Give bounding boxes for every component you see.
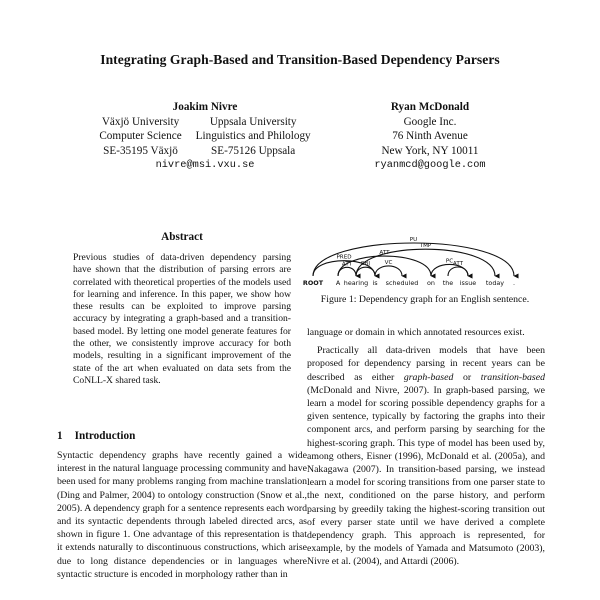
paragraph: Syntactic dependency graphs have recently gained a wide interest in the natural language processing community and have been used for many problems ranging from machine translation (Ding and Palmer, 2004) to ontology construction (Snow et al., 2005). A dependency graph for a sentence represents each word and its syntactic dependents through labeled directed arcs, as shown in figure 1. One advantage of this representation is that it extends naturally to discontinuous constructions, which arise due to long distance dependencies or in languages where syntactic structure is encoded in morphology rather than in [57, 450, 307, 580]
arc-label: VC [384, 259, 393, 266]
sentence-word: issue [459, 279, 477, 287]
arc-label: SBJ [360, 261, 371, 268]
affiliation-uppsala [189, 115, 318, 159]
right-column-body [307, 326, 545, 569]
dependency-graph [302, 224, 550, 290]
affiliation-line: 76 Ninth Avenue [392, 130, 468, 143]
sentence-word: A [335, 279, 341, 287]
abstract-heading: Abstract [161, 231, 203, 243]
dependency-arc [356, 249, 495, 276]
affiliation-vaxjo [92, 115, 188, 159]
section-heading [57, 430, 135, 442]
dependency-graph-figure [302, 224, 550, 290]
affiliation-line: SE-75126 Uppsala [211, 144, 296, 157]
arc-label: ATT [379, 250, 390, 257]
abstract-text: Previous studies of data-driven dependency parsing have shown that the distribution of parsing errors are correlated with theoretical properties of the models used for learning and inference. In this paper, we show how these results can be exploited to improve parsing accuracy by integrating a graph-based and a transition-based model. By letting one model generate features for the other, we consistently improve accuracy for both models, resulting in a significant improvement of the state of the art when evaluated on data sets from the CoNLL-X shared task. [73, 252, 291, 386]
dependency-arc [448, 267, 468, 276]
author-email: ryanmcd@google.com [374, 159, 486, 172]
dependency-arc [375, 266, 402, 276]
figure-caption: Figure 1: Dependency graph for an English sentence. [320, 294, 530, 305]
left-column-body [57, 449, 307, 581]
author-email: nivre@msi.vxu.se [155, 159, 255, 172]
arc-label: TMP [419, 243, 432, 250]
sentence-word: ROOT [302, 279, 324, 287]
emphasis-transition-based: transition-based [480, 371, 545, 383]
text-run: or [453, 371, 481, 383]
author-affiliations [80, 115, 330, 159]
affiliation-line: Uppsala University [209, 115, 297, 128]
sentence-word: is [372, 279, 378, 287]
affiliation-line: Linguistics and Philology [195, 130, 311, 143]
author-name: Joakim Nivre [172, 101, 238, 113]
paragraph: language or domain in which annotated resources exist. [307, 327, 525, 338]
affiliation-line: Computer Science [99, 130, 182, 143]
section-title: Introduction [74, 430, 136, 442]
section-number: 1 [57, 430, 63, 442]
author-name: Ryan McDonald [390, 101, 470, 113]
emphasis-graph-based: graph-based [403, 371, 454, 383]
sentence-word: today [485, 279, 505, 287]
affiliation-line: SE-35195 Växjö [103, 144, 178, 157]
author-block-nivre [80, 100, 330, 173]
sentence-word: on [427, 279, 435, 287]
sentence-word: hearing [343, 279, 369, 287]
sentence-word: . [512, 279, 516, 287]
arc-label: PU [409, 237, 418, 243]
author-block-mcdonald [340, 100, 520, 173]
arc-label: PC [445, 258, 454, 265]
text-run: Practically all data-driven models that have been proposed for dependency parsing in recent years can be described as either [307, 345, 545, 383]
sentence-word: scheduled [385, 279, 419, 287]
arc-label: PRED [336, 254, 352, 261]
sentence-word: the [442, 279, 454, 287]
arc-label: ATT [452, 261, 464, 267]
affiliation-line: Google Inc. [403, 115, 457, 128]
affiliation-line: Växjö University [101, 115, 180, 128]
text-run: (McDonald and Nivre, 2007). In graph-based parsing, we learn a model for scoring possible dependency graphs for a given sentence, typically by factoring the graphs into their component arcs, and perform parsing by searching for the highest-scoring graph. This type of model has been used by, among others, Eisner (1996), McDonald et al. (2005a), and Nakagawa (2007). In transition-based parsing, we instead learn a model for scoring transitions from one parser state to the next, conditioned on the parse history, and perform parsing by greedily taking the highest-scoring transition out of every parser state until we have derived a complete dependency graph. This approach is represented, for example, by the models of Yamada and Matsumoto (2003), Nivre et al. (2004), and Attardi (2006). [307, 384, 545, 568]
paragraph [307, 344, 545, 568]
affiliation-line: New York, NY 10011 [381, 144, 479, 157]
paper-title: Integrating Graph-Based and Transition-Based Dependency Parsers [100, 52, 500, 67]
arc-label: ATT [341, 261, 353, 268]
